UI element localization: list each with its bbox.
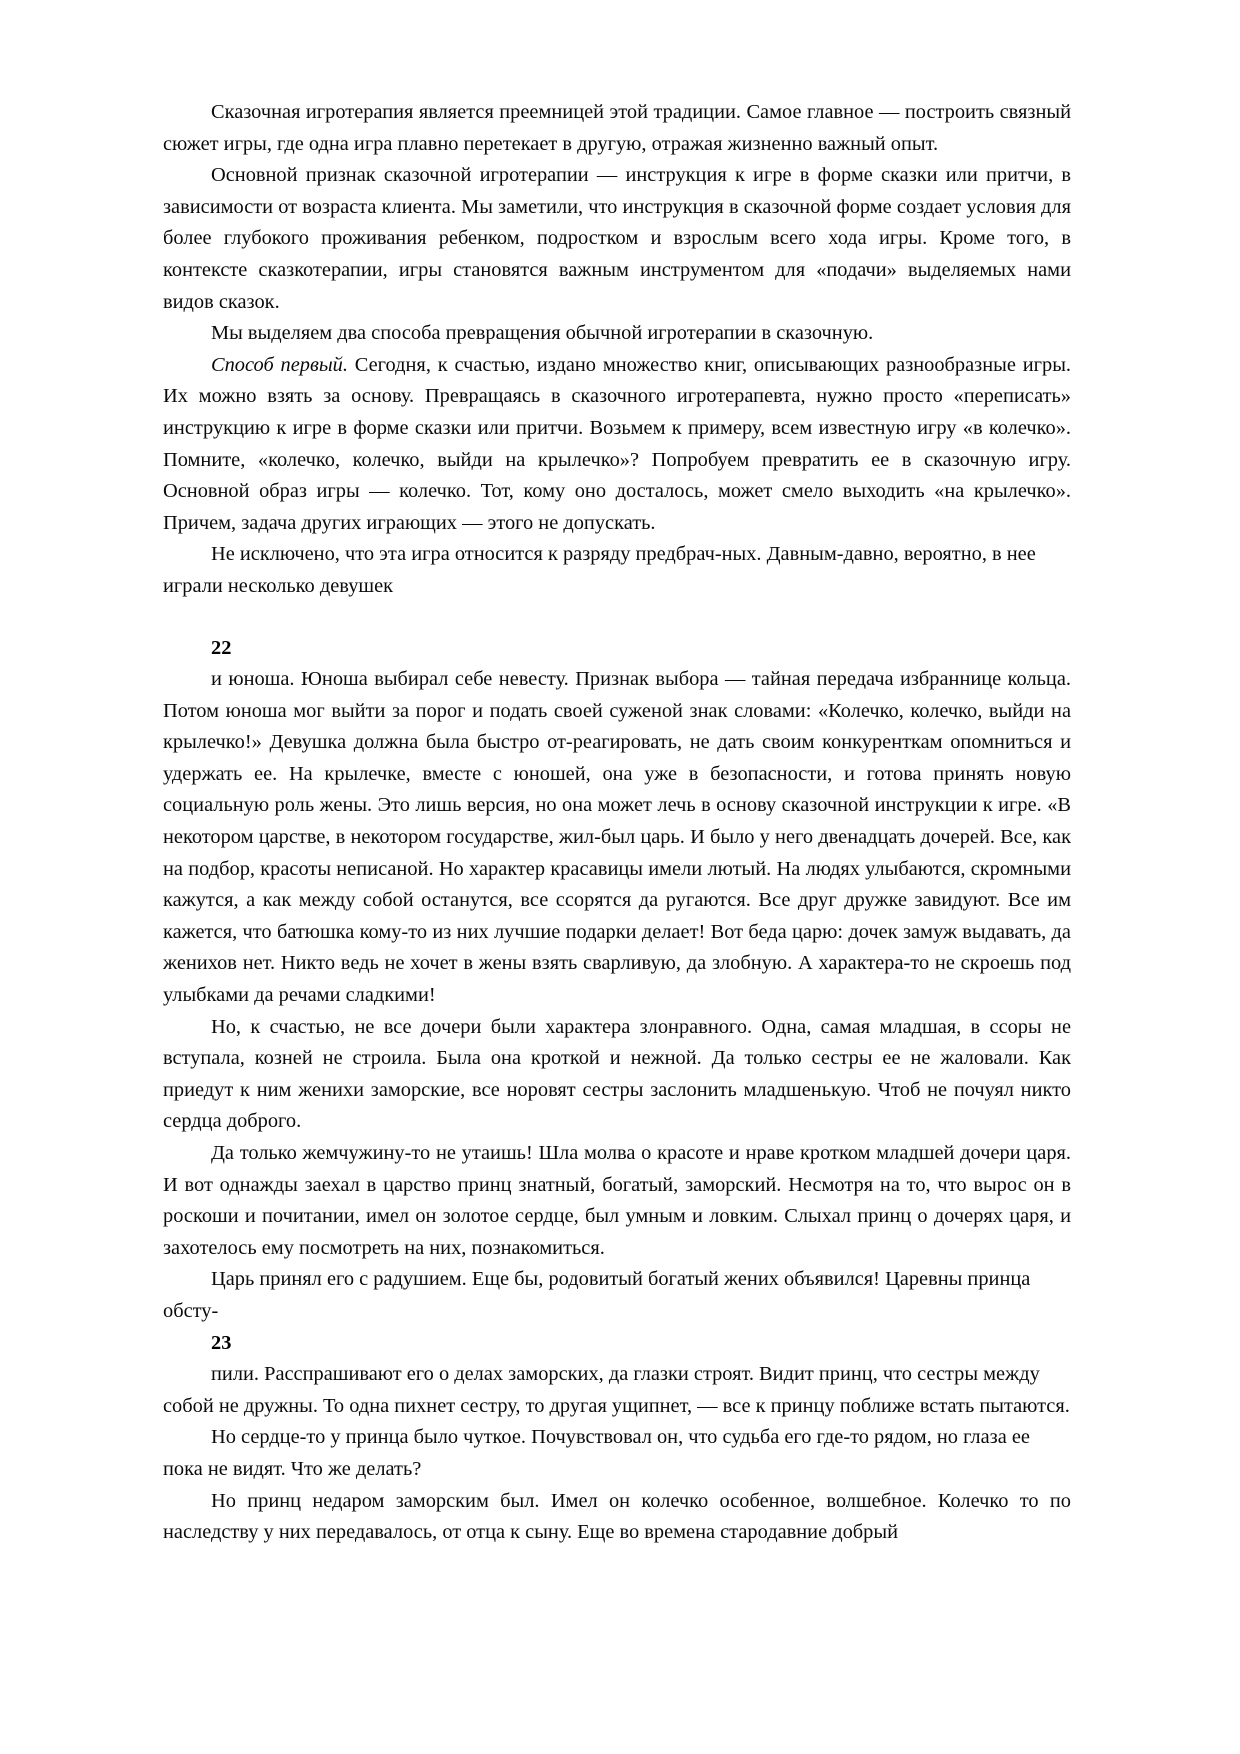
paragraph-7: Но, к счастью, не все дочери были характера злонравного. Одна, самая младшая, в ссоры не вступала, козней не строила. Была она кроткой и нежной. Да только сестры ее не жаловали. Как приедут к ним женихи заморские, все норовят сестры заслонить младшенькую. Чтоб не почуял никто сердца доброго.	[163, 1015, 1071, 1133]
paragraph-3: Мы выделяем два способа превращения обычной игротерапии в сказочную.	[211, 322, 874, 345]
paragraph-12: Но принц недаром заморским был. Имел он колечко особенное, волшебное. Колечко то по наследству у них передавалось, от отца к сыну. Еще во времена стародавние добрый	[163, 1489, 1071, 1544]
text-column	[163, 97, 1071, 1549]
paragraph-8: Да только жемчужину-то не утаишь! Шла молва о красоте и нраве кротком младшей дочери царя. И вот однажды заехал в царство принц знатный, богатый, заморский. Несмотря на то, что вырос он в роскоши и почитании, имел он золотое сердце, был умным и ловким. Слыхал принц о дочерях царя, и захотелось ему посмотреть на них, познакомиться.	[163, 1142, 1071, 1259]
paragraph-6: и юноша. Юноша выбирал себе невесту. Признак выбора — тайная передача избраннице кольца. Потом юноша мог выйти за порог и подать своей суженой знак словами: «Колечко, колечко, выйди на крылечко!» Девушка должна была быстро от-реагировать, не дать своим конкуренткам опомниться и удержать ее. На крылечке, вместе с юношей, она уже в безопасности, и готова принять новую социальную роль жены. Это лишь версия, но она может лечь в основу сказочной инструкции к игре. «В некотором царстве, в некотором государстве, жил-был царь. И было у него двенадцать дочерей. Все, как на подбор, красоты неписаной. Но характер красавицы имели лютый. На людях улыбаются, скромными кажутся, а как между собой останутся, все ссорятся да ругаются. Все друг дружке завидуют. Все им кажется, что батюшка кому-то из них лучшие подарки делает! Вот беда царю: дочек замуж выдавать, да женихов нет. Никто ведь не хочет в жены взять сварливую, да злобную. А характера-то не скроешь под улыбками да речами сладкими!	[163, 668, 1071, 1007]
paragraph-1: Сказочная игротерапия является преемницей этой традиции. Самое главное — построить связный сюжет игры, где одна игра плавно перетекает в другую, отражая жизненно важный опыт.	[163, 101, 1071, 155]
paragraph-5: Не исключено, что эта игра относится к разряду предбрач-ных. Давным-давно, вероятно, в нее играли несколько девушек	[163, 543, 1036, 597]
page-marker-22: 22	[211, 636, 232, 659]
paragraph-10: пили. Расспрашивают его о делах заморских, да глазки строят. Видит принц, что сестры между собой не дружны. То одна пихнет сестру, то другая ущипнет, — все к принцу поближе встать пытаются.	[163, 1363, 1070, 1417]
paragraph-4	[163, 350, 1071, 540]
paragraph-4-body: Сегодня, к счастью, издано множество книг, описывающих разнообразные игры. Их можно взять за основу. Превращаясь в сказочного игротерапевта, нужно просто «переписать» инструкцию к игре в форме сказки или притчи. Возьмем к примеру, всем известную игру «в колечко». Помните, «колечко, колечко, выйди на крылечко»? Попробуем превратить ее в сказочную игру. Основной образ игры — колечко. Тот, кому оно досталось, может смело выходить «на крылечко». Причем, задача других играющих — этого не допускать.	[163, 353, 1071, 534]
page-marker-23: 23	[211, 1331, 232, 1354]
paragraph-2: Основной признак сказочной игротерапии — инструкция к игре в форме сказки или притчи, в зависимости от возраста клиента. Мы заметили, что инструкция в сказочной форме создает условия для более глубокого проживания ребенком, подростком и взрослым всего хода игры. Кроме того, в контексте сказкотерапии, игры становятся важным инструментом для «подачи» выделяемых нами видов сказок.	[163, 164, 1071, 313]
paragraph-9: Царь принял его с радушием. Еще бы, родовитый богатый жених объявился! Царевны принца обсту-	[163, 1268, 1031, 1322]
italic-lead-method-first: Способ первый.	[211, 353, 348, 376]
paragraph-11: Но сердце-то у принца было чуткое. Почувствовал он, что судьба его где-то рядом, но глаза ее пока не видят. Что же делать?	[163, 1426, 1030, 1480]
